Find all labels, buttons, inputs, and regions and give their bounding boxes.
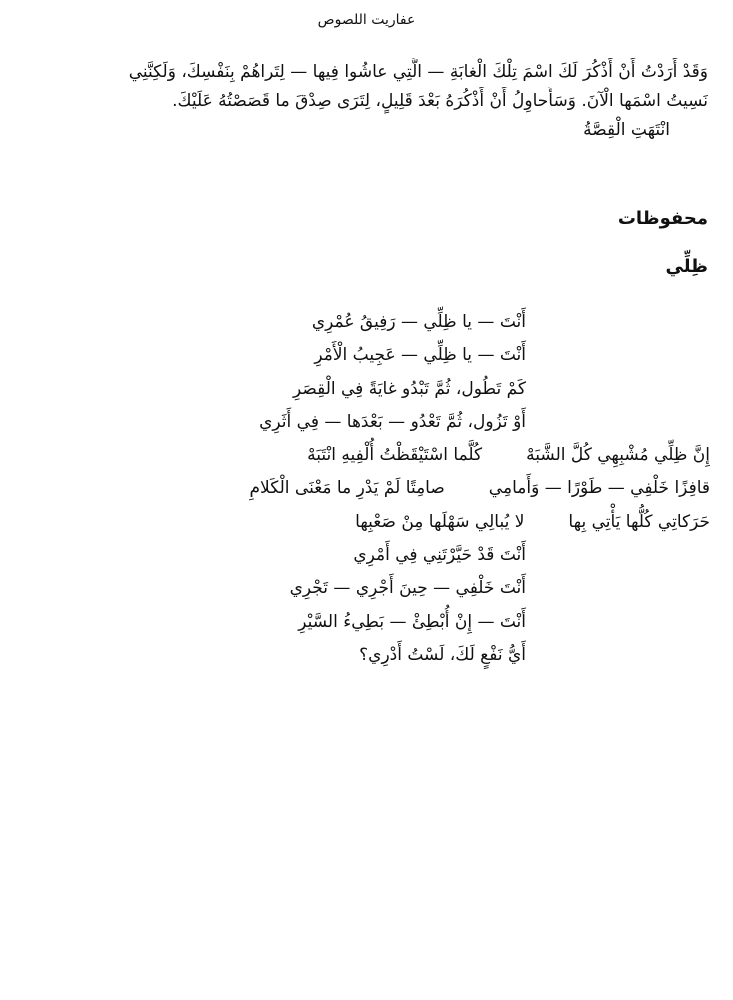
poem-verse — [30, 472, 710, 505]
poem-title: ظِلِّي — [665, 256, 708, 277]
poem-line: أَيُّ نَفْعٍ لَكَ، لَسْتُ أَدْرِي؟ — [359, 644, 526, 665]
story-ending-paragraph — [28, 58, 708, 145]
story-line: وَقَدْ أَرَدْتُ أَنْ أَذْكُرَ لَكَ اسْمَ تِلْكَ الْغابَةِ — الَّتِي عاشُوا فِيها — لِتَراهُمْ بِنَفْسِكَ، وَلَكِنَّنِي — [128, 62, 708, 82]
poem-line: أَنْتَ — يا ظِلِّي — رَفِيقُ عُمْرِي — [311, 312, 526, 332]
poem-line: أَنْتَ خَلْفِي — حِينَ أَجْرِي — تَجْرِي — [289, 578, 526, 599]
story-line: نَسِيتُ اسْمَها الْآنَ. وَسَأُحاوِلُ أَنْ أَذْكُرَهُ بَعْدَ قَلِيلٍ، لِتَرَى صِدْقَ ما قَصَصْتُهُ عَلَيْكَ. — [172, 91, 708, 111]
verse-first-hemistich: حَرَكاتِي كُلُّها يَأْتِي بِها — [568, 511, 710, 532]
poem-verse — [30, 439, 710, 472]
verse-second-hemistich: كُلَّما اسْتَيْقَظْتُ أُلْفِيهِ انْتَبَهْ — [307, 445, 483, 466]
poem-line: أَنْتَ — إِنْ أُبْطِئْ — بَطِيءُ السَّيْرِ — [298, 611, 526, 632]
poem-line: كَمْ تَطُول، ثُمَّ تَبْدُو غايَةً فِي الْقِصَرِ — [292, 378, 526, 399]
poem-body — [30, 306, 710, 672]
verse-first-hemistich: إِنَّ ظِلِّي مُشْبِهِي كُلَّ الشَّبَهْ — [526, 445, 710, 466]
memorized-section-heading: محفوظات — [617, 208, 708, 229]
poem-verse — [30, 506, 710, 539]
story-end-marker: انْتَهَتِ الْقِصَّةُ — [583, 120, 670, 140]
running-head: عفاريت اللصوص — [317, 12, 416, 28]
poem-line: أَوْ تَزُول، ثُمَّ تَعْدُو — بَعْدَها — فِي أَثَرِي — [259, 411, 526, 432]
verse-second-hemistich: صامِتًا لَمْ يَدْرِ ما مَعْنَى الْكَلامِ — [249, 478, 445, 499]
verse-first-hemistich: قافِزًا خَلْفِي — طَوْرًا — وَأَمامِي — [488, 478, 710, 499]
verse-second-hemistich: لا يُبالِي سَهْلَها مِنْ صَعْبِها — [355, 511, 525, 532]
poem-line: أَنْتَ — يا ظِلِّي — عَجِيبُ الْأَمْرِ — [314, 345, 526, 366]
poem-line: أَنْتَ قَدْ حَيَّرْتَنِي فِي أَمْرِي — [353, 545, 526, 566]
